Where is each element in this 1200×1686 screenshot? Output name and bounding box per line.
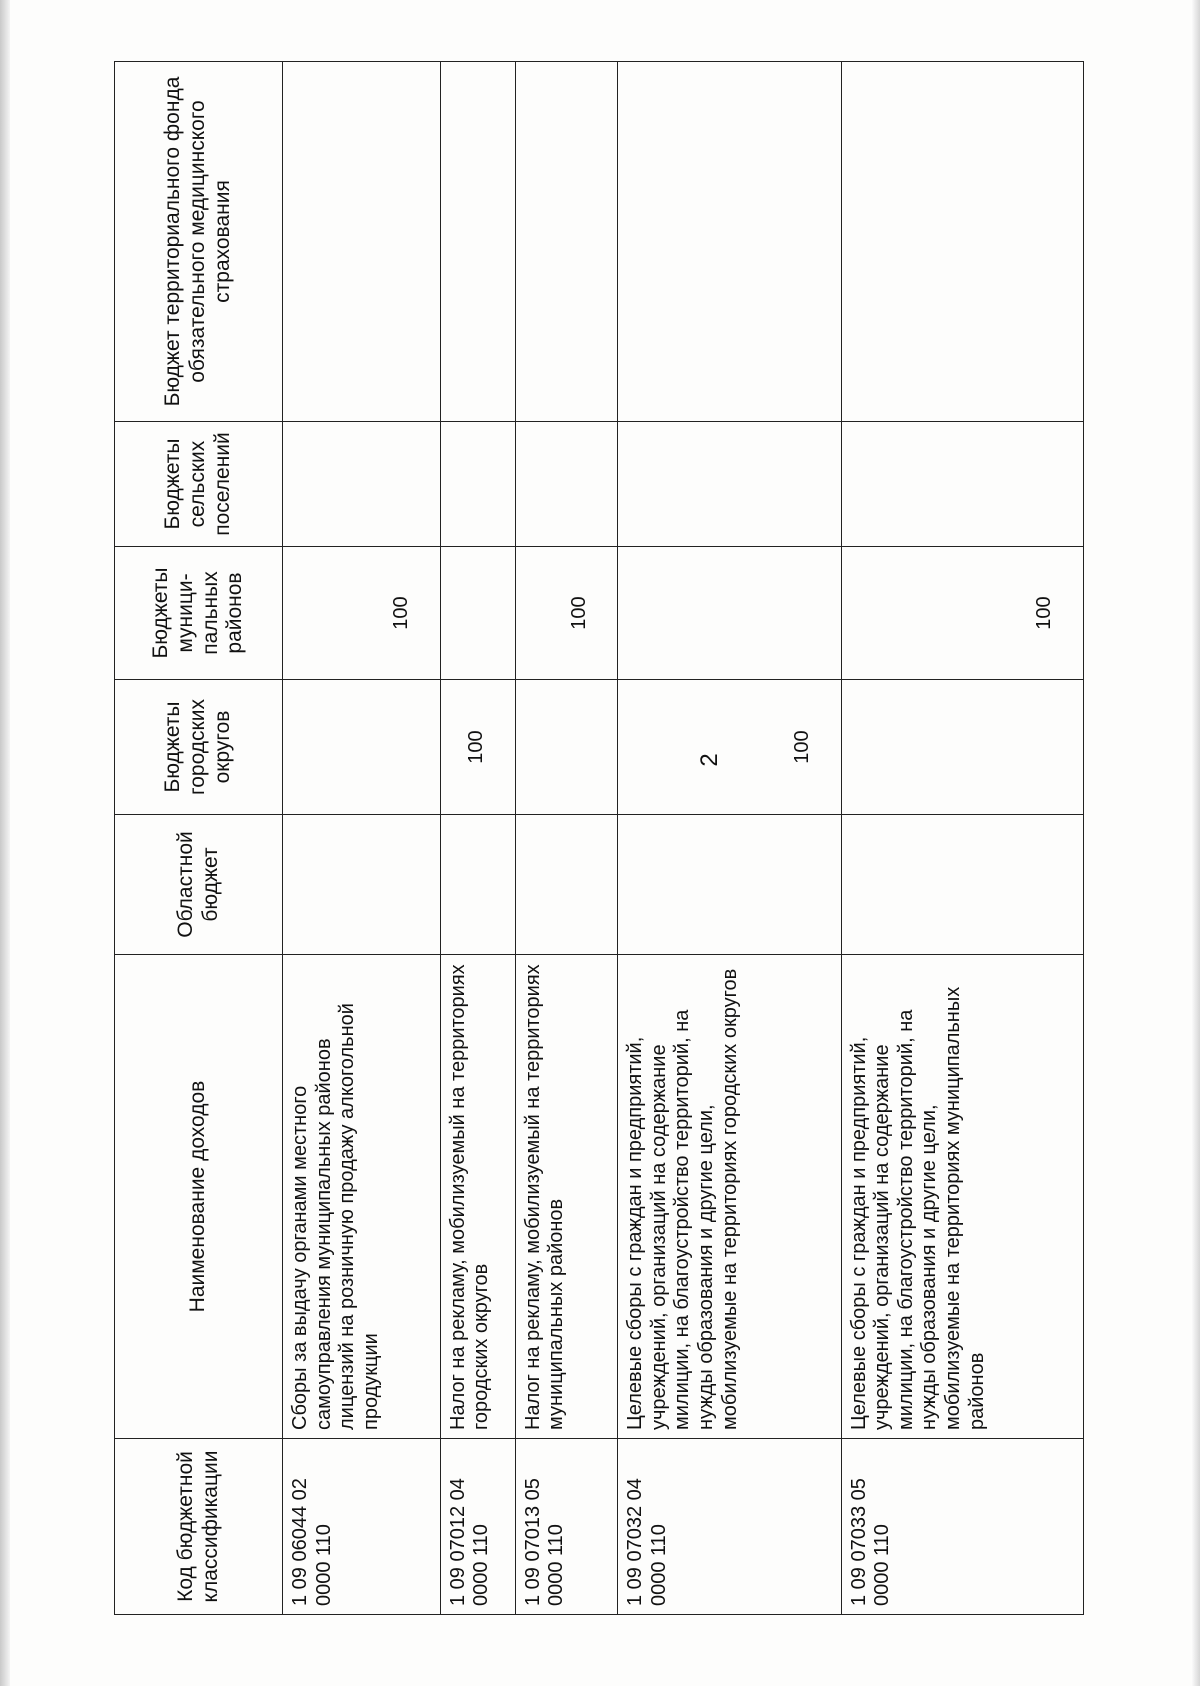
- header-name: Наименование доходов: [115, 955, 283, 1439]
- cell-name: Целевые сборы с граждан и предприятий, учреждений, организаций на содержание милиции, на благоустройство территорий, на нужды образования и другие цели, мобилизуемые на территориях муниципальных районов: [841, 955, 1083, 1439]
- cell-fund: [283, 62, 441, 422]
- cell-regional: [515, 815, 617, 955]
- cell-city: 100: [618, 680, 841, 815]
- cell-fund: [440, 62, 515, 422]
- header-code: Код бюджетной классификации: [115, 1439, 283, 1615]
- header-city: Бюджеты городских округов: [115, 680, 283, 815]
- table-row: [515, 62, 617, 1615]
- cell-city: [283, 680, 441, 815]
- cell-municipal: 100: [841, 547, 1083, 680]
- table-header-row: [115, 62, 283, 1615]
- header-fund: Бюджет территориального фонда обязательного медицинского страхования: [115, 62, 283, 422]
- cell-city: 100: [440, 680, 515, 815]
- cell-rural: [515, 422, 617, 547]
- cell-rural: [440, 422, 515, 547]
- cell-city: [841, 680, 1083, 815]
- scan-edge-left: [0, 0, 10, 1686]
- cell-fund: [841, 62, 1083, 422]
- cell-city: [515, 680, 617, 815]
- cell-regional: [618, 815, 841, 955]
- cell-fund: [618, 62, 841, 422]
- cell-municipal: 100: [515, 547, 617, 680]
- cell-regional: [841, 815, 1083, 955]
- cell-rural: [841, 422, 1083, 547]
- cell-municipal: [440, 547, 515, 680]
- header-rural: Бюджеты сельских поселений: [115, 422, 283, 547]
- cell-name: Сборы за выдачу органами местного самоуправления муниципальных районов лицензий на розничную продажу алкогольной продукции: [283, 955, 441, 1439]
- cell-name: Налог на рекламу, мобилизуемый на территориях городских округов: [440, 955, 515, 1439]
- cell-rural: [283, 422, 441, 547]
- cell-municipal: [618, 547, 841, 680]
- revenue-distribution-table: [114, 61, 1084, 1615]
- cell-municipal: 100: [283, 547, 441, 680]
- cell-name: Налог на рекламу, мобилизуемый на территориях муниципальных районов: [515, 955, 617, 1439]
- page-number: 2: [696, 753, 723, 767]
- scan-edge-right: [1192, 0, 1200, 1686]
- table-row: [283, 62, 441, 1615]
- cell-code: 1 09 07012 04 0000 110: [440, 1439, 515, 1615]
- cell-name: Целевые сборы с граждан и предприятий, учреждений, организаций на содержание милиции, на благоустройство территорий, на нужды образования и другие цели, мобилизуемые на территориях городских округов: [618, 955, 841, 1439]
- cell-regional: [440, 815, 515, 955]
- header-regional: Областной бюджет: [115, 815, 283, 955]
- table-row: [841, 62, 1083, 1615]
- table-row: [618, 62, 841, 1615]
- cell-fund: [515, 62, 617, 422]
- cell-code: 1 09 07013 05 0000 110: [515, 1439, 617, 1615]
- table-row: [440, 62, 515, 1615]
- cell-code: 1 09 07033 05 0000 110: [841, 1439, 1083, 1615]
- cell-rural: [618, 422, 841, 547]
- header-municipal: Бюджеты муници-пальных районов: [115, 547, 283, 680]
- cell-regional: [283, 815, 441, 955]
- cell-code: 1 09 06044 02 0000 110: [283, 1439, 441, 1615]
- cell-code: 1 09 07032 04 0000 110: [618, 1439, 841, 1615]
